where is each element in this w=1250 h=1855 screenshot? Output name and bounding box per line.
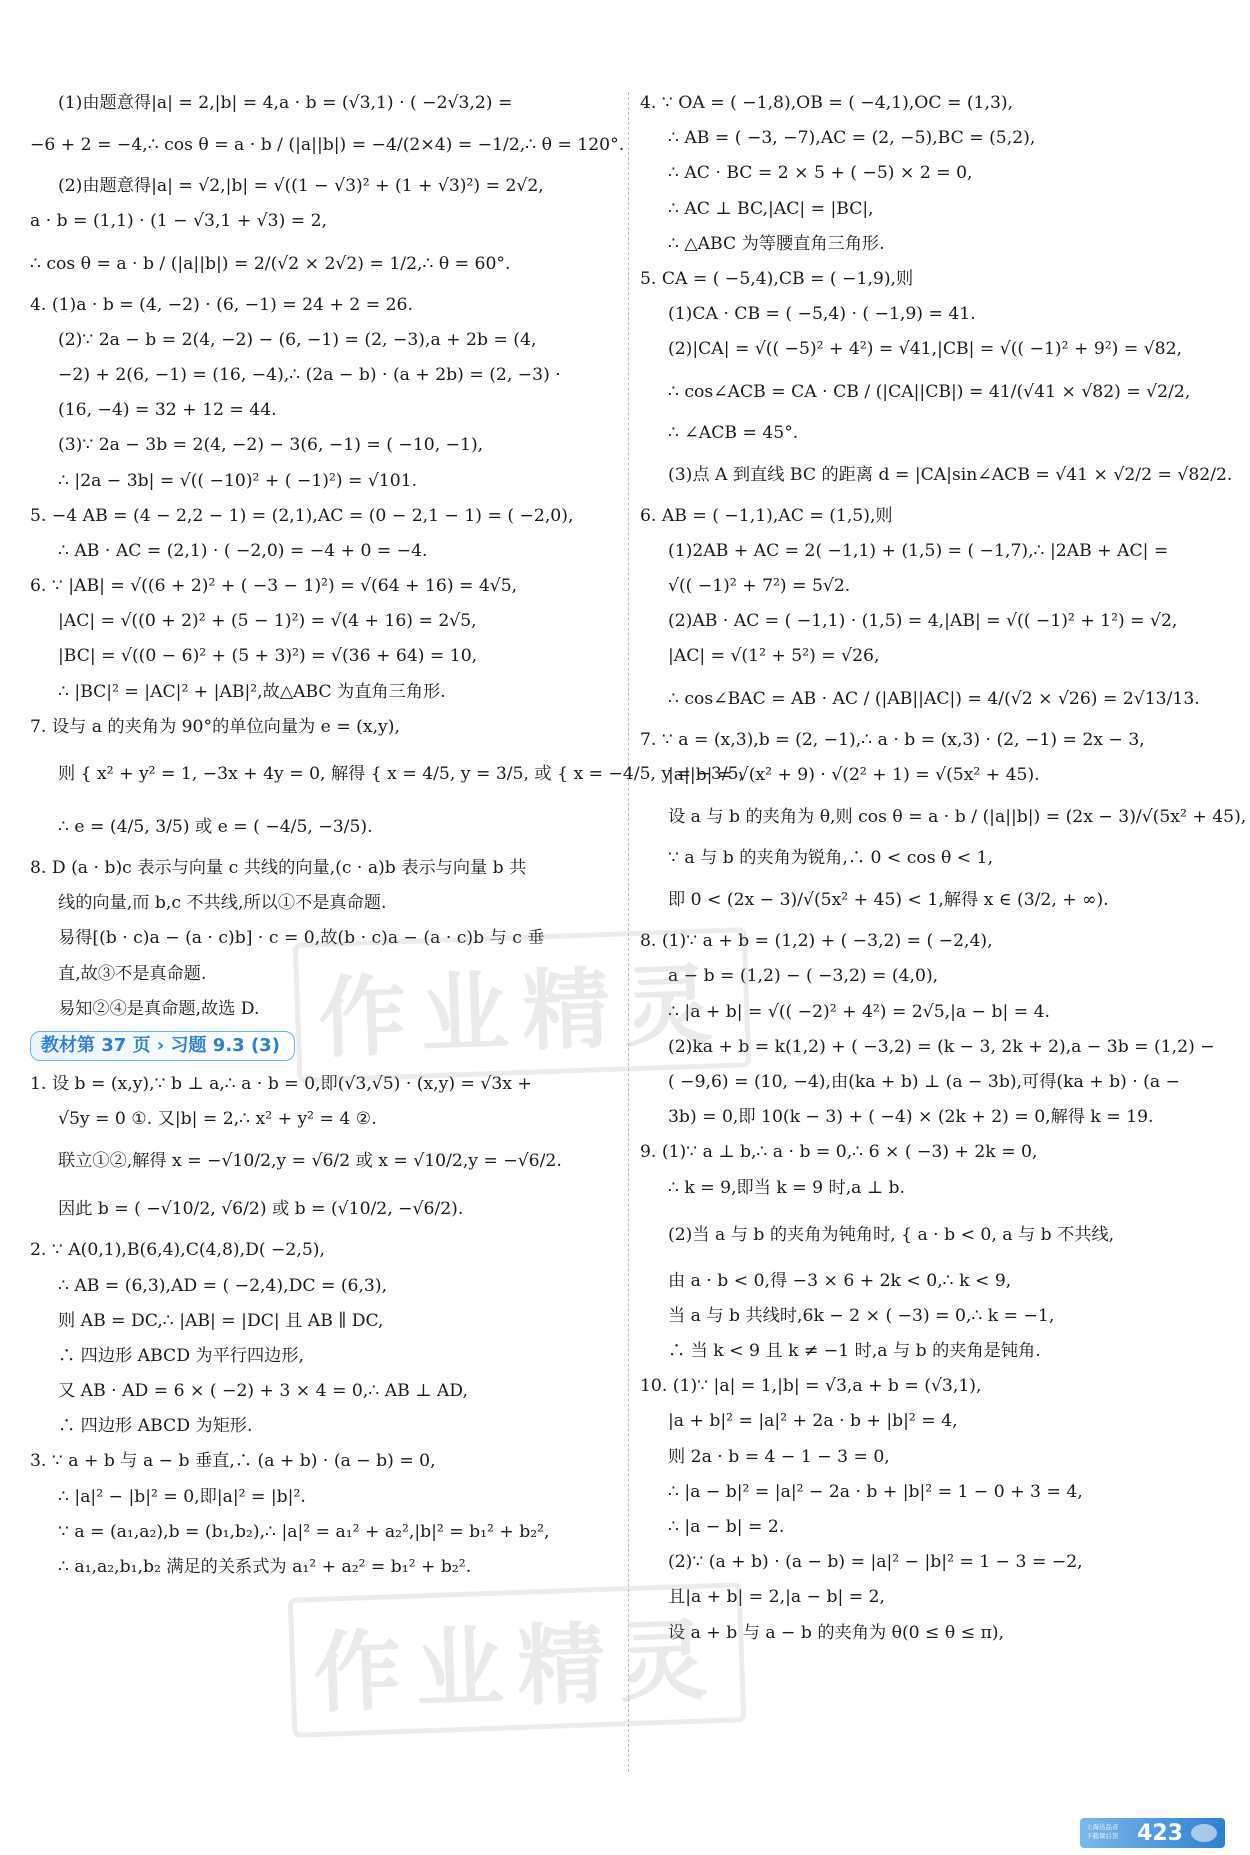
text-line: 当 a 与 b 共线时,6k − 2 × ( −3) = 0,∴ k = −1,	[668, 1305, 1055, 1326]
text-line: 7. ∵ a = (x,3),b = (2, −1),∴ a · b = (x,3) · (2, −1) = 2x − 3,	[640, 729, 1145, 750]
text-line: 易得[(b · c)a − (a · c)b] · c = 0,故(b · c)a − (a · c)b 与 c 垂	[58, 928, 545, 949]
text-line: ∴ cos θ = a · b / (|a||b|) = 2/(√2 × 2√2) = 1/2,∴ θ = 60°.	[30, 253, 511, 274]
text-line: 4. ∵ OA = ( −1,8),OB = ( −4,1),OC = (1,3),	[640, 93, 1014, 113]
text-line: 联立①②,解得 x = −√10/2,y = √6/2 或 x = √10/2,y = −√6/2.	[58, 1151, 562, 1172]
text-line: 7. 设与 a 的夹角为 90°的单位向量为 e = (x,y),	[30, 716, 400, 737]
page-number: 423	[1137, 1820, 1183, 1846]
text-line: ∴ cos∠BAC = AB · AC / (|AB||AC|) = 4/(√2 × √26) = 2√13/13.	[668, 688, 1200, 709]
watermark: 作业精灵	[288, 1582, 747, 1738]
text-line: 6. ∵ |AB| = √((6 + 2)² + ( −3 − 1)²) = √(64 + 16) = 4√5,	[30, 576, 518, 597]
footer-line-2: 下载课后资	[1086, 1832, 1119, 1840]
text-line: (2)ka + b = k(1,2) + ( −3,2) = (k − 3, 2k + 2),a − 3b = (1,2) −	[668, 1036, 1215, 1057]
text-line: ∴ △ABC 为等腰直角三角形.	[668, 233, 885, 254]
text-line: (2)∵ (a + b) · (a − b) = |a|² − |b|² = 1 − 3 = −2,	[668, 1552, 1083, 1573]
text-line: ∴ |BC|² = |AC|² + |AB|²,故△ABC 为直角三角形.	[58, 681, 446, 702]
text-line: 由 a · b < 0,得 −3 × 6 + 2k < 0,∴ k < 9,	[668, 1270, 1012, 1291]
text-line: (1)2AB + AC = 2( −1,1) + (1,5) = ( −1,7),∴ |2AB + AC| =	[668, 540, 1169, 561]
text-line: 易知②④是真命题,故选 D.	[58, 998, 260, 1019]
text-line: 5. −4 AB = (4 − 2,2 − 1) = (2,1),AC = (0 − 2,1 − 1) = ( −2,0),	[30, 505, 574, 526]
text-line: (3)∵ 2a − 3b = 2(4, −2) − 3(6, −1) = ( −10, −1),	[58, 435, 484, 456]
right-column	[640, 86, 1247, 1651]
watermark: 作业精灵	[293, 927, 752, 1083]
text-line: ∴ |2a − 3b| = √(( −10)² + ( −1)²) = √101.	[58, 470, 418, 491]
text-line: |a + b|² = |a|² + 2a · b + |b|² = 4,	[668, 1411, 958, 1432]
text-line: |AC| = √(1² + 5²) = √26,	[668, 646, 880, 667]
text-line: ∴ AC ⊥ BC,|AC| = |BC|,	[668, 198, 874, 219]
text-line: a − b = (1,2) − ( −3,2) = (4,0),	[668, 966, 939, 987]
text-line: ∴ cos∠ACB = CA · CB / (|CA||CB|) = 41/(√41 × √82) = √2/2,	[668, 381, 1191, 402]
text-line: ∴ a₁,a₂,b₁,b₂ 满足的关系式为 a₁² + a₂² = b₁² + b₂².	[58, 1557, 472, 1577]
text-line: 且|a + b| = 2,|a − b| = 2,	[668, 1587, 885, 1608]
text-line: ∴ k = 9,即当 k = 9 时,a ⊥ b.	[668, 1177, 905, 1198]
text-line: ∴ AB = ( −3, −7),AC = (2, −5),BC = (5,2),	[668, 128, 1036, 149]
text-line: 又 AB · AD = 6 × ( −2) + 3 × 4 = 0,∴ AB ⊥ AD,	[58, 1381, 468, 1402]
text-line: ∵ a = (a₁,a₂),b = (b₁,b₂),∴ |a|² = a₁² + a₂²,|b|² = b₁² + b₂²,	[58, 1521, 550, 1542]
text-line: ∴ 四边形 ABCD 为矩形.	[58, 1416, 253, 1437]
text-line: (3)点 A 到直线 BC 的距离 d = |CA|sin∠ACB = √41 × √2/2 = √82/2.	[668, 464, 1233, 485]
text-line: −6 + 2 = −4,∴ cos θ = a · b / (|a||b|) = −4/(2×4) = −1/2,∴ θ = 120°.	[30, 135, 625, 156]
text-line: 3b) = 0,即 10(k − 3) + ( −4) × (2k + 2) = 0,解得 k = 19.	[668, 1107, 1154, 1128]
text-line: (2)由题意得|a| = √2,|b| = √((1 − √3)² + (1 + √3)²) = 2√2,	[58, 176, 544, 197]
text-line: 6. AB = ( −1,1),AC = (1,5),则	[640, 505, 893, 526]
text-line: ∴ |a + b| = √(( −2)² + 4²) = 2√5,|a − b| = 4.	[668, 1001, 1051, 1022]
text-line: −2) + 2(6, −1) = (16, −4),∴ (2a − b) · (a + 2b) = (2, −3) ·	[58, 364, 561, 385]
text-line: 则 2a · b = 4 − 1 − 3 = 0,	[668, 1446, 890, 1467]
cloud-logo-icon	[1191, 1824, 1217, 1842]
text-line: 直,故③不是真命题.	[58, 963, 207, 984]
text-line: (2)∵ 2a − b = 2(4, −2) − (6, −1) = (2, −3),a + 2b = (4,	[58, 329, 537, 350]
text-line: (2)|CA| = √(( −5)² + 4²) = √41,|CB| = √(( −1)² + 9²) = √82,	[668, 339, 1182, 360]
text-line: |BC| = √((0 − 6)² + (5 + 3)²) = √(36 + 64) = 10,	[58, 646, 478, 667]
text-line: ( −9,6) = (10, −4),由(ka + b) ⊥ (a − 3b),可得(ka + b) · (a −	[668, 1071, 1180, 1092]
text-line: ∴ e = (4/5, 3/5) 或 e = ( −4/5, −3/5).	[58, 817, 373, 837]
text-line: 4. (1)a · b = (4, −2) · (6, −1) = 24 + 2 = 26.	[30, 294, 413, 315]
text-line: 设 a 与 b 的夹角为 θ,则 cos θ = a · b / (|a||b|) = (2x − 3)/√(5x² + 45),	[668, 807, 1247, 827]
section-heading-label: 教材第 37 页 › 习题 9.3 (3)	[30, 1031, 295, 1061]
text-line: ∴ AC · BC = 2 × 5 + ( −5) × 2 = 0,	[668, 163, 973, 184]
text-line: √5y = 0 ①. 又|b| = 2,∴ x² + y² = 4 ②.	[58, 1109, 377, 1130]
text-line: ∴ AB = (6,3),AD = ( −2,4),DC = (6,3),	[58, 1275, 388, 1296]
footer-small-text	[1086, 1823, 1119, 1841]
text-line: 9. (1)∵ a ⊥ b,∴ a · b = 0,∴ 6 × ( −3) + 2k = 0,	[640, 1142, 1038, 1163]
text-line: 则 { x² + y² = 1, −3x + 4y = 0, 解得 { x = 4/5, y = 3/5, 或 { x = −4/5, y = −3/5,	[58, 764, 745, 784]
page-number-badge	[1080, 1818, 1225, 1848]
text-line: 8. (1)∵ a + b = (1,2) + ( −3,2) = ( −2,4),	[640, 931, 993, 952]
text-line: √(( −1)² + 7²) = 5√2.	[668, 576, 851, 597]
text-line: (16, −4) = 32 + 12 = 44.	[58, 400, 277, 421]
text-line: ∴ AB · AC = (2,1) · ( −2,0) = −4 + 0 = −4.	[58, 540, 428, 561]
text-line: ∴ 当 k < 9 且 k ≠ −1 时,a 与 b 的夹角是钝角.	[668, 1341, 1041, 1362]
text-line: ∴ 四边形 ABCD 为平行四边形,	[58, 1345, 305, 1366]
text-line: 设 a + b 与 a − b 的夹角为 θ(0 ≤ θ ≤ π),	[668, 1622, 1005, 1643]
text-line: 8. D (a · b)c 表示与向量 c 共线的向量,(c · a)b 表示与向量 b 共	[30, 858, 527, 878]
text-line: ∴ ∠ACB = 45°.	[668, 422, 799, 443]
text-line: 2. ∵ A(0,1),B(6,4),C(4,8),D( −2,5),	[30, 1240, 325, 1261]
text-line: 5. CA = ( −5,4),CB = ( −1,9),则	[640, 268, 914, 289]
text-line: (1)由题意得|a| = 2,|b| = 4,a · b = (√3,1) · ( −2√3,2) =	[58, 93, 513, 113]
text-line: ∵ a 与 b 的夹角为锐角,∴ 0 < cos θ < 1,	[668, 848, 994, 868]
text-line: 因此 b = ( −√10/2, √6/2) 或 b = (√10/2, −√6/2).	[58, 1199, 464, 1220]
text-line: (1)CA · CB = ( −5,4) · ( −1,9) = 41.	[668, 304, 976, 325]
text-line: 则 AB = DC,∴ |AB| = |DC| 且 AB ∥ DC,	[58, 1310, 384, 1331]
text-line: ∴ |a|² − |b|² = 0,即|a|² = |b|².	[58, 1486, 306, 1507]
text-line: (2)当 a 与 b 的夹角为钝角时, { a · b < 0, a 与 b 不共线,	[668, 1224, 1115, 1245]
text-line: ∴ |a − b| = 2.	[668, 1517, 785, 1537]
text-line: 线的向量,而 b,c 不共线,所以①不是真命题.	[58, 893, 387, 914]
text-line: 即 0 < (2x − 3)/√(5x² + 45) < 1,解得 x ∈ (3/2, + ∞).	[668, 890, 1109, 911]
text-line: a · b = (1,1) · (1 − √3,1 + √3) = 2,	[30, 211, 328, 232]
text-line: 1. 设 b = (x,y),∵ b ⊥ a,∴ a · b = 0,即(√3,√5) · (x,y) = √3x +	[30, 1073, 532, 1094]
footer-line-1: 上海达品音	[1086, 1823, 1119, 1831]
text-line: |AC| = √((0 + 2)² + (5 − 1)²) = √(4 + 16) = 2√5,	[58, 611, 477, 632]
text-line: 10. (1)∵ |a| = 1,|b| = √3,a + b = (√3,1),	[640, 1376, 982, 1397]
text-line: ∴ |a − b|² = |a|² − 2a · b + |b|² = 1 − 0 + 3 = 4,	[668, 1481, 1083, 1502]
text-line: 3. ∵ a + b 与 a − b 垂直,∴ (a + b) · (a − b) = 0,	[30, 1451, 436, 1472]
text-line: (2)AB · AC = ( −1,1) · (1,5) = 4,|AB| = √(( −1)² + 1²) = √2,	[668, 611, 1178, 632]
text-line: |a||b| = √(x² + 9) · √(2² + 1) = √(5x² + 45).	[668, 764, 1040, 785]
